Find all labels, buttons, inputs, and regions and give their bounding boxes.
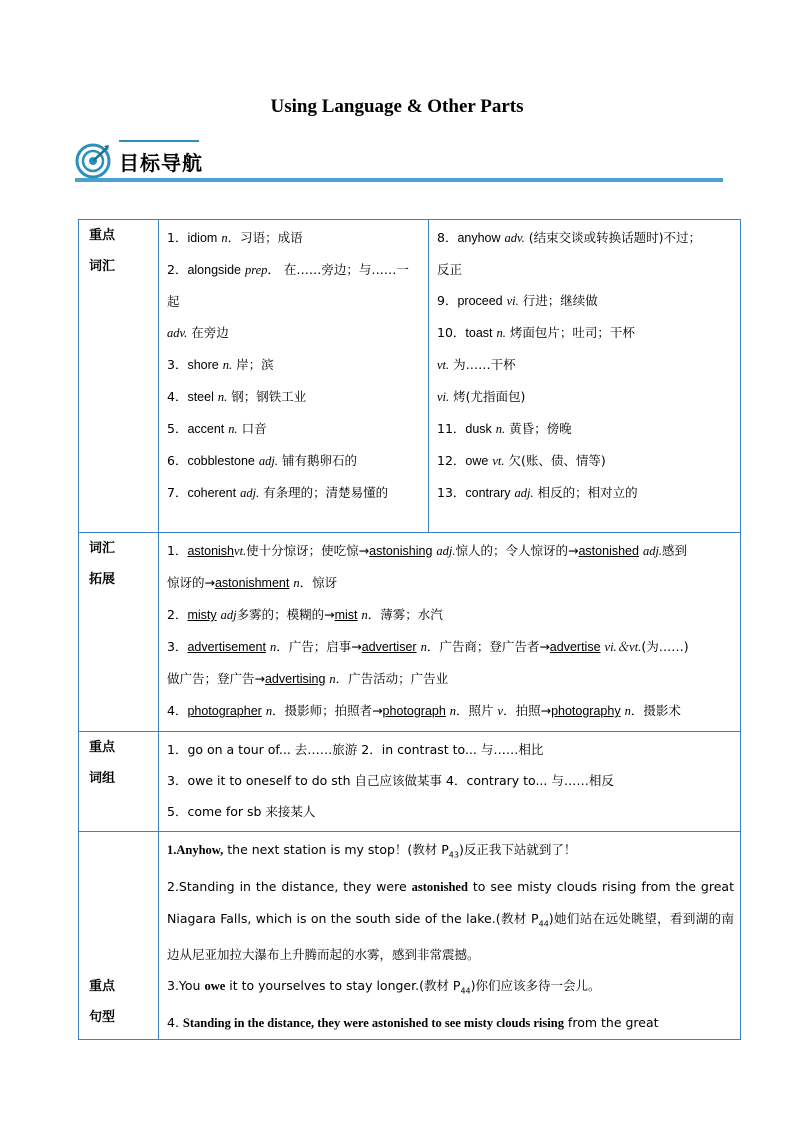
vocab-item: adv. 在旁边 [167, 325, 229, 340]
phrases-row [79, 732, 741, 832]
vocab-item: 2．alongside prep． 在……旁边；与……一 [167, 262, 409, 277]
vocab-item: 5．accent n. 口音 [167, 421, 267, 436]
vocab-item: vt. 为……干杯 [437, 357, 516, 372]
vocab-category [79, 220, 159, 533]
sentences-cell [159, 832, 741, 1040]
sentence-item: 4. Standing in the distance, they were astonished to see misty clouds rising from the great [167, 1014, 659, 1030]
vocab-item: 11．dusk n. 黄昏；傍晚 [437, 421, 572, 436]
sentences-row [79, 832, 741, 1040]
category-label: 词组 [89, 771, 116, 786]
expand-cell [159, 533, 741, 732]
vocab-item: 反正 [437, 262, 463, 277]
vocab-left-list [159, 220, 428, 513]
sentence-item: 2.Standing in the distance, they were astonished to see misty clouds rising from the great Niagara Falls, which is on the south side of the lake.(教材 $P_{44}$)她们站在远处眺望，看到湖的南边从尼亚加拉大瀑布上升腾而起的水雾，感到非常震撼。 [167, 878, 734, 962]
list-item: 1．astonishvt.使十分惊讶；使吃惊→astonishing adj.惊人的；令人惊讶的→astonished adj.感到 [167, 543, 688, 558]
vocab-left-cell [159, 220, 429, 533]
banner-top-line [119, 140, 199, 142]
phrases-list [159, 732, 740, 831]
category-label: 重点 [89, 740, 116, 755]
list-item: 惊讶的→astonishment n．惊讶 [167, 575, 338, 590]
category-label: 词汇 [89, 541, 116, 556]
list-item: 5．come for sb 来接某人 [167, 804, 316, 819]
vocab-item: 6．cobblestone adj. 铺有鹅卵石的 [167, 453, 357, 468]
vocab-item: 8．anyhow adv. (结束交谈或转换话题时)不过； [437, 230, 702, 245]
phrases-category [79, 732, 159, 832]
list-item: 4．photographer n．摄影师；拍照者→photograph n．照片 v．拍照→photography n．摄影术 [167, 703, 681, 718]
vocab-item: 12．owe vt. 欠(账、债、情等) [437, 453, 606, 468]
target-icon [75, 143, 111, 179]
list-item: 3．owe it to oneself to do sth 自己应该做某事 4．contrary to... 与……相反 [167, 773, 614, 788]
vocab-row [79, 220, 741, 533]
vocab-item: 13．contrary adj. 相反的；相对立的 [437, 485, 638, 500]
phrases-cell [159, 732, 741, 832]
expand-list [159, 533, 740, 731]
list-item: 1．go on a tour of... 去……旅游 2．in contrast to... 与……相比 [167, 742, 544, 757]
goals-table [78, 219, 741, 1040]
list-item: 做广告；登广告→advertising n．广告活动；广告业 [167, 671, 449, 686]
banner-underline [75, 178, 723, 182]
vocab-item: 3．shore n. 岸；滨 [167, 357, 274, 372]
vocab-right-list [429, 220, 740, 513]
vocab-item: 起 [167, 294, 180, 309]
vocab-item: 7．coherent adj. 有条理的；清楚易懂的 [167, 485, 389, 500]
vocab-item: 1．idiom n．习语；成语 [167, 230, 303, 245]
vocab-item: vi. 烤(尤指面包) [437, 389, 526, 404]
section-banner [75, 140, 725, 184]
sentence-item: 1.Anyhow, the next station is my stop！(教材 $P_{43}$)反正我下站就到了！ [167, 842, 577, 860]
expand-row [79, 533, 741, 732]
sentence-item: 3.You owe it to yourselves to stay longer.(教材 $P_{44}$)你们应该多待一会儿。 [167, 978, 601, 996]
sentences-list [159, 832, 740, 1039]
expand-category [79, 533, 159, 732]
vocab-right-cell [429, 220, 741, 533]
vocab-item: 4．steel n. 钢；钢铁工业 [167, 389, 307, 404]
category-label: 句型 [89, 1009, 116, 1025]
banner-label: 目标导航 [119, 151, 203, 175]
vocab-item: 9．proceed vi. 行进；继续做 [437, 293, 598, 308]
vocab-item: 10．toast n. 烤面包片；吐司；干杯 [437, 325, 635, 340]
list-item: 2．misty adj多雾的；模糊的→mist n．薄雾；水汽 [167, 607, 443, 622]
category-label: 重点 [89, 978, 116, 994]
category-label: 重点 [89, 228, 116, 243]
category-label: 拓展 [89, 572, 116, 587]
category-label: 词汇 [89, 259, 116, 274]
sentences-category [79, 832, 159, 1040]
page-title: Using Language & Other Parts [270, 96, 524, 117]
list-item: 3．advertisement n．广告；启事→advertiser n．广告商；登广告者→advertise vi.＆vt.(为……) [167, 639, 689, 654]
